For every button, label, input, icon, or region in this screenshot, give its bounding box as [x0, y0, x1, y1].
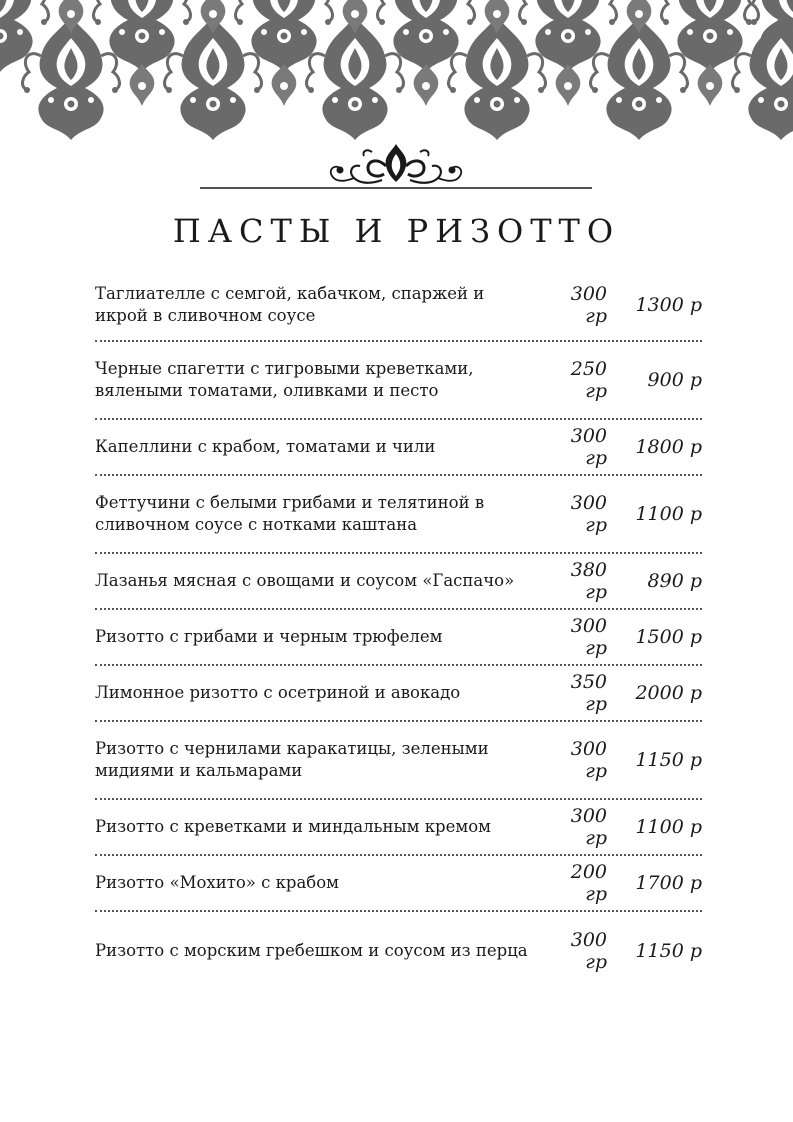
dish-price: 1100 р	[635, 503, 702, 525]
dish-price: 1300 р	[635, 294, 702, 316]
dish-weight: 300 гр	[570, 615, 607, 659]
menu-item	[95, 476, 702, 554]
dish-price: 900 р	[647, 369, 702, 391]
dish-weight: 300 гр	[570, 738, 607, 782]
dish-weight: 300 гр	[570, 492, 607, 536]
dish-weight: 300 гр	[570, 805, 607, 849]
section-title: ПАСТЫ И РИЗОТТО	[172, 212, 621, 250]
menu-item	[95, 342, 702, 420]
dish-price: 1500 р	[635, 626, 702, 648]
dish-weight: 300 гр	[570, 425, 607, 469]
menu-item	[95, 722, 702, 800]
dish-name: Таглиателле с семгой, кабачком, спаржей и икрой в сливочном соусе	[95, 284, 485, 325]
menu-item	[95, 554, 702, 610]
dish-weight: 350 гр	[570, 671, 607, 715]
dish-name: Ризотто с чернилами каракатицы, зелеными мидиями и кальмарами	[95, 739, 489, 780]
dish-name: Ризотто «Мохито» с крабом	[95, 873, 339, 892]
dish-weight: 250 гр	[570, 358, 607, 402]
menu-item	[95, 610, 702, 666]
dish-name: Лазанья мясная с овощами и соусом «Гаспачо»	[95, 571, 515, 590]
damask-pattern-band	[0, 0, 793, 140]
ornament-divider-icon	[196, 138, 596, 194]
dish-name: Ризотто с креветками и миндальным кремом	[95, 817, 491, 836]
dish-name: Ризотто с морским гребешком и соусом из перца	[95, 941, 528, 960]
menu-item	[95, 800, 702, 856]
dish-weight: 300 гр	[570, 929, 607, 973]
dish-name: Капеллини с крабом, томатами и чили	[95, 437, 436, 456]
dish-price: 1100 р	[635, 816, 702, 838]
menu-list	[95, 270, 702, 990]
dish-weight: 200 гр	[570, 861, 607, 905]
dish-price: 2000 р	[635, 682, 702, 704]
dish-price: 1800 р	[635, 436, 702, 458]
dish-price: 1700 р	[635, 872, 702, 894]
dish-name: Ризотто с грибами и черным трюфелем	[95, 627, 443, 646]
menu-item	[95, 270, 702, 342]
menu-item	[95, 856, 702, 912]
dish-name: Черные спагетти с тигровыми креветками, вялеными томатами, оливками и песто	[95, 359, 474, 400]
dish-name: Лимонное ризотто с осетриной и авокадо	[95, 683, 461, 702]
dish-name: Феттучини с белыми грибами и телятиной в сливочном соусе с нотками каштана	[95, 493, 485, 534]
menu-item	[95, 666, 702, 722]
dish-weight: 300 гр	[570, 283, 607, 327]
menu-item	[95, 420, 702, 476]
dish-price: 1150 р	[635, 749, 702, 771]
menu-item	[95, 912, 702, 990]
dish-price: 1150 р	[635, 940, 702, 962]
dish-weight: 380 гр	[570, 559, 607, 603]
dish-price: 890 р	[647, 570, 702, 592]
